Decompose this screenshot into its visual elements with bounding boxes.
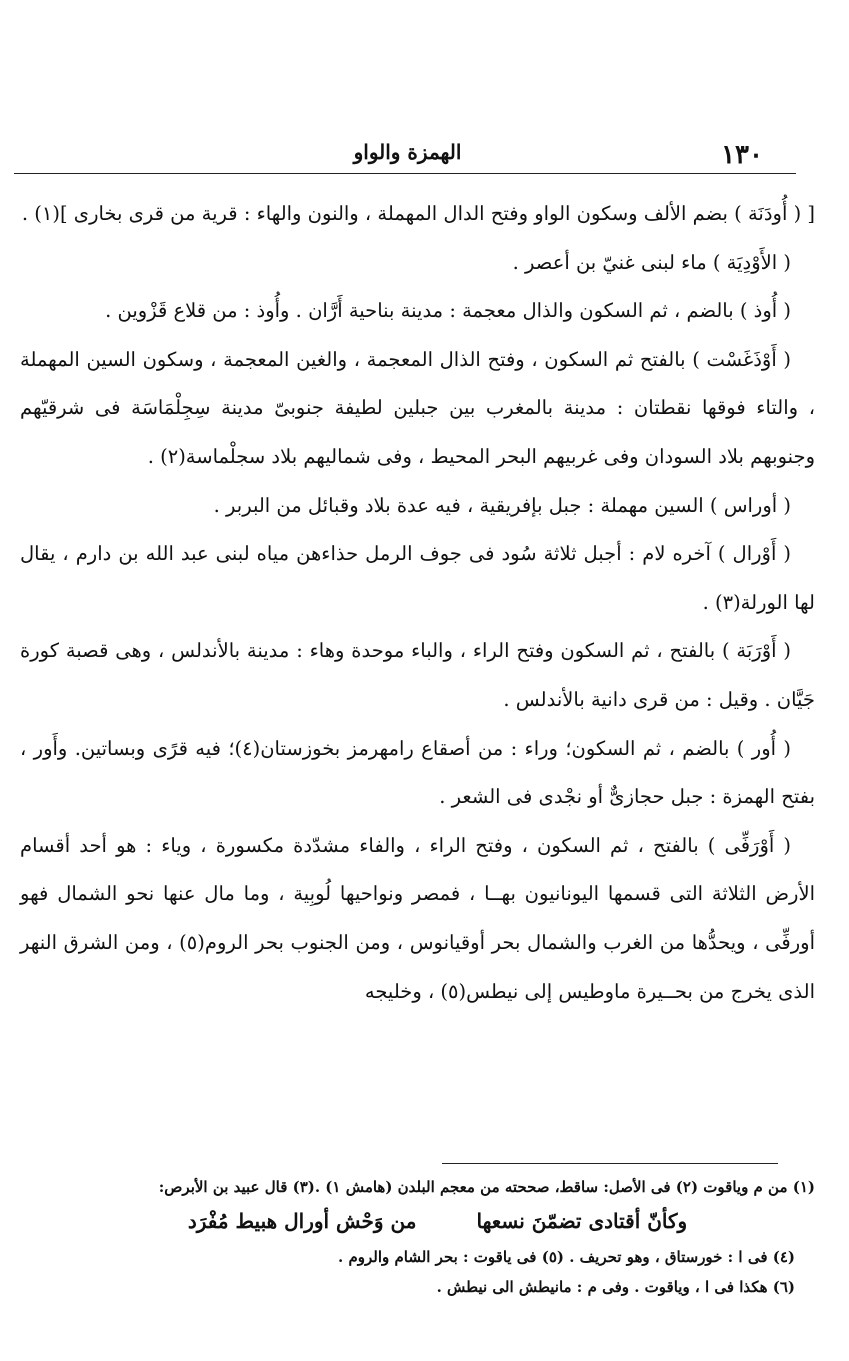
entry-udh: ( أُوذ ) بالضم ، ثم السكون والذال معجمة : مدينة بناحية أَرَّان . وأُوذ : من قلاع قَزْوين . <box>105 299 791 323</box>
entry-awral: ( أَوْرال ) آخره لام : أجبل ثلاثة سُود فى جوف الرمل حذاءهن مياه لبنى عبد الله بن دارم ، يقال لها الورلة(٣) . <box>20 542 815 614</box>
entry-awdhaghast: ( أَوْذَغَسْت ) بالفتح ثم السكون ، وفتح الذال المعجمة ، والغين المعجمة ، وسكون السين المهملة ، والتاء فوقها نقطتان : مدينة بالمغرب بين جبلين لطيفة جنوبىّ مدينة سِجِلْمَاسَة فى شرقيّهم وجنوبهم بلاد السودان وفى غربيهم البحر المحيط ، وفى شماليهم بلاد سجلْماسة(٢) . <box>20 347 815 468</box>
footnote-verse <box>20 1204 815 1238</box>
footnote-line-4: (٦) هكذا فى ا ، وياقوت . وفى م : مانيطش الى نيطش . <box>436 1278 795 1296</box>
entry-awdiya: ( الأَوْدِيَة ) ماء لبنى غنيّ بن أعصر . <box>512 250 791 274</box>
entry-ur: ( أُور ) بالضم ، ثم السكون؛ وراء : من أصقاع رامهرمز بخوزستان(٤)؛ فيه قرًى وبساتين. وأَور ، بفتح الهمزة : جبل حجازىٌّ أو نجْدى فى الشعر . <box>20 736 815 809</box>
main-text <box>20 190 815 1016</box>
entry-awraffi: ( أَوْرَفِّى ) بالفتح ، ثم السكون ، وفتح الراء ، والفاء مشدّدة مكسورة ، وياء : هو أحد أقسام الأرض الثلاثة التى قسمها اليونانيون بهــا ، فمصر ونواحيها لُوبِية ، وما مال عنها نحو الشمال فهو أورفِّى ، ويحدُّها من الغرب والشمال بحر أوقيانوس ، ومن الجنوب بحر الروم(٥) ، ومن الشرق النهر الذى يخرج من بحــيرة ماوطيس إلى نيطس(٥) ، وخليجه <box>20 833 815 1003</box>
footnote-line-3: (٤) فى ا : خورستاق ، وهو تحريف . (٥) فى ياقوت : بحر الشام والروم . <box>338 1248 795 1266</box>
page-header <box>20 128 795 170</box>
entry-awras: ( أوراس ) السين مهملة : جبل بإفريقية ، فيه عدة بلاد وقبائل من البربر . <box>213 493 791 517</box>
running-title: الهمزة والواو <box>353 140 462 164</box>
verse-hemistich-left: من وَحْش أورال هبيط مُفْرَد <box>187 1209 417 1233</box>
footnote-rule <box>442 1163 778 1164</box>
footnotes <box>20 1172 815 1302</box>
header-rule <box>14 173 796 174</box>
entry-udana: [ ( أُودَنَة ) بضم الألف وسكون الواو وفتح الدال المهملة ، والنون والهاء : قرية من قرى بخارى ](١) . <box>21 202 815 225</box>
footnote-line-1: (١) من م وياقوت (٢) فى الأصل: ساقط، صححته من معجم البلدن (هامش ١) .(٣) قال عبيد بن الأبرص: <box>158 1178 815 1196</box>
verse-hemistich-right: وكأنّ أقتادى تضمّنَ نسعها <box>476 1209 688 1233</box>
page-number: ١٣٠ <box>721 140 763 170</box>
entry-awraba: ( أَوْرَبَة ) بالفتح ، ثم السكون وفتح الراء ، والباء موحدة وهاء : مدينة بالأندلس ، وهى قصبة كورة جَيَّان . وقيل : من قرى دانية بالأندلس . <box>20 639 815 711</box>
